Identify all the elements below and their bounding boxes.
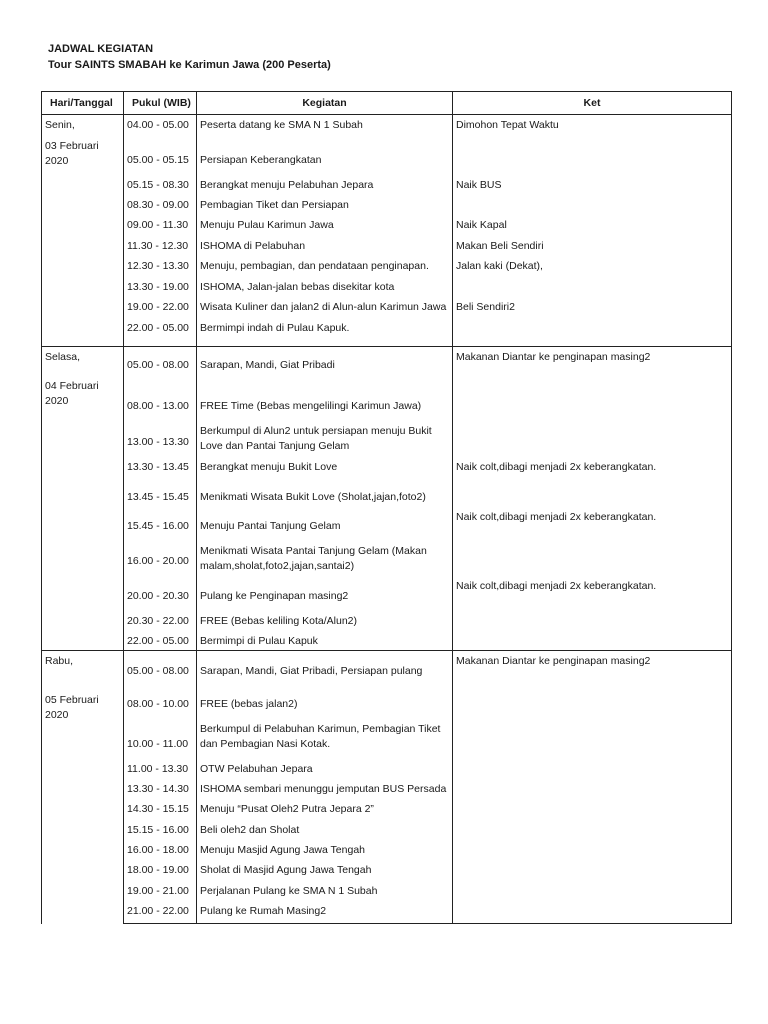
note-cell [453, 860, 732, 881]
table-row [42, 541, 732, 576]
note-cell [453, 820, 732, 840]
table-row [42, 820, 732, 840]
activity-cell: FREE Time (Bebas mengelilingi Karimun Jawa) [197, 380, 453, 421]
time-cell: 13.30 - 13.45 [124, 457, 197, 487]
day-name: Selasa, [45, 351, 81, 363]
activity-cell: Sholat di Masjid Agung Jawa Tengah [197, 860, 453, 881]
note-cell [453, 901, 732, 924]
table-row [42, 457, 732, 487]
note-cell [453, 487, 732, 507]
schedule-body [42, 115, 732, 924]
activity-cell: Perjalanan Pulang ke SMA N 1 Subah [197, 881, 453, 901]
activity-cell: FREE (Bebas keliling Kota/Alun2) [197, 611, 453, 631]
time-cell: 13.45 - 15.45 [124, 487, 197, 507]
note-cell: Makanan Diantar ke penginapan masing2 [453, 347, 732, 380]
note-cell [453, 686, 732, 719]
schedule-table [41, 91, 732, 924]
activity-cell: Berangkat menuju Bukit Love [197, 457, 453, 487]
time-cell: 16.00 - 20.00 [124, 541, 197, 576]
time-cell: 18.00 - 19.00 [124, 860, 197, 881]
time-cell: 22.00 - 05.00 [124, 318, 197, 347]
note-cell [453, 611, 732, 631]
time-cell: 05.00 - 05.15 [124, 135, 197, 175]
table-row [42, 611, 732, 631]
time-cell: 08.00 - 13.00 [124, 380, 197, 421]
table-row [42, 115, 732, 135]
activity-cell: ISHOMA di Pelabuhan [197, 236, 453, 256]
note-cell [453, 631, 732, 651]
time-cell: 13.00 - 13.30 [124, 421, 197, 457]
table-row [42, 318, 732, 347]
activity-cell: Menuju Pantai Tanjung Gelam [197, 507, 453, 541]
activity-cell: Persiapan Keberangkatan [197, 135, 453, 175]
header-day: Hari/Tanggal [42, 92, 124, 115]
table-row [42, 195, 732, 215]
activity-cell: Berkumpul di Pelabuhan Karimun, Pembagian Tiket dan Pembagian Nasi Kotak. [197, 719, 453, 759]
table-row [42, 297, 732, 318]
time-cell: 20.00 - 20.30 [124, 576, 197, 611]
time-cell: 20.30 - 22.00 [124, 611, 197, 631]
time-cell: 16.00 - 18.00 [124, 840, 197, 860]
note-cell: Naik Kapal [453, 215, 732, 236]
table-row [42, 175, 732, 195]
time-cell: 13.30 - 19.00 [124, 277, 197, 297]
day-date: 05 Februari 2020 [45, 694, 99, 721]
note-cell [453, 541, 732, 576]
time-cell: 05.00 - 08.00 [124, 651, 197, 686]
table-row [42, 860, 732, 881]
table-row [42, 779, 732, 799]
time-cell: 21.00 - 22.00 [124, 901, 197, 924]
note-cell [453, 318, 732, 347]
note-cell: Naik colt,dibagi menjadi 2x keberangkatan. [453, 576, 732, 611]
activity-cell: Berangkat menuju Pelabuhan Jepara [197, 175, 453, 195]
time-cell: 11.00 - 13.30 [124, 759, 197, 779]
note-cell [453, 799, 732, 820]
day-name: Senin, [45, 119, 75, 131]
activity-cell: Sarapan, Mandi, Giat Pribadi, Persiapan pulang [197, 651, 453, 686]
table-row [42, 719, 732, 759]
activity-cell: Beli oleh2 dan Sholat [197, 820, 453, 840]
time-cell: 15.45 - 16.00 [124, 507, 197, 541]
activity-cell: Menuju “Pusat Oleh2 Putra Jepara 2” [197, 799, 453, 820]
table-row [42, 686, 732, 719]
activity-cell: Peserta datang ke SMA N 1 Subah [197, 115, 453, 135]
time-cell: 12.30 - 13.30 [124, 256, 197, 277]
time-cell: 13.30 - 14.30 [124, 779, 197, 799]
day-name: Rabu, [45, 655, 74, 667]
day-date: 03 Februari 2020 [45, 140, 99, 167]
activity-cell: Menikmati Wisata Bukit Love (Sholat,jajan,foto2) [197, 487, 453, 507]
note-cell: Makan Beli Sendiri [453, 236, 732, 256]
time-cell: 08.00 - 10.00 [124, 686, 197, 719]
activity-cell: Menuju Pulau Karimun Jawa [197, 215, 453, 236]
note-cell [453, 421, 732, 457]
note-cell: Jalan kaki (Dekat), [453, 256, 732, 277]
time-cell: 09.00 - 11.30 [124, 215, 197, 236]
table-row [42, 347, 732, 380]
table-row [42, 215, 732, 236]
time-cell: 05.15 - 08.30 [124, 175, 197, 195]
document-subtitle: Tour SAINTS SMABAH ke Karimun Jawa (200 Peserta) [48, 59, 331, 71]
activity-cell: FREE (bebas jalan2) [197, 686, 453, 719]
table-row [42, 256, 732, 277]
table-row [42, 651, 732, 686]
activity-cell: Pulang ke Rumah Masing2 [197, 901, 453, 924]
note-cell [453, 277, 732, 297]
table-row [42, 759, 732, 779]
activity-cell: ISHOMA sembari menunggu jemputan BUS Persada [197, 779, 453, 799]
note-cell: Makanan Diantar ke penginapan masing2 [453, 651, 732, 686]
header-activity: Kegiatan [197, 92, 453, 115]
activity-cell: Bermimpi di Pulau Kapuk [197, 631, 453, 651]
note-cell [453, 759, 732, 779]
table-row [42, 631, 732, 651]
activity-cell: Bermimpi indah di Pulau Kapuk. [197, 318, 453, 347]
time-cell: 19.00 - 21.00 [124, 881, 197, 901]
table-row [42, 135, 732, 175]
day-cell [42, 115, 124, 347]
note-cell: Naik colt,dibagi menjadi 2x keberangkatan. [453, 457, 732, 487]
table-row [42, 840, 732, 860]
day-cell [42, 347, 124, 651]
table-row [42, 881, 732, 901]
document-title: JADWAL KEGIATAN [48, 43, 154, 55]
time-cell: 15.15 - 16.00 [124, 820, 197, 840]
note-cell [453, 135, 732, 175]
time-cell: 14.30 - 15.15 [124, 799, 197, 820]
activity-cell: OTW Pelabuhan Jepara [197, 759, 453, 779]
header-row [42, 92, 732, 115]
time-cell: 11.30 - 12.30 [124, 236, 197, 256]
table-row [42, 277, 732, 297]
header-note: Ket [453, 92, 732, 115]
note-cell: Dimohon Tepat Waktu [453, 115, 732, 135]
activity-cell: Wisata Kuliner dan jalan2 di Alun-alun Karimun Jawa [197, 297, 453, 318]
note-cell [453, 840, 732, 860]
activity-cell: Menuju Masjid Agung Jawa Tengah [197, 840, 453, 860]
header-time: Pukul (WIB) [124, 92, 197, 115]
activity-cell: ISHOMA, Jalan-jalan bebas disekitar kota [197, 277, 453, 297]
table-row [42, 901, 732, 924]
note-cell [453, 195, 732, 215]
time-cell: 05.00 - 08.00 [124, 347, 197, 380]
note-cell: Beli Sendiri2 [453, 297, 732, 318]
activity-cell: Berkumpul di Alun2 untuk persiapan menuju Bukit Love dan Pantai Tanjung Gelam [197, 421, 453, 457]
day-cell [42, 651, 124, 924]
table-row [42, 487, 732, 507]
note-cell: Naik colt,dibagi menjadi 2x keberangkatan. [453, 507, 732, 541]
time-cell: 10.00 - 11.00 [124, 719, 197, 759]
note-cell [453, 779, 732, 799]
activity-cell: Menuju, pembagian, dan pendataan penginapan. [197, 256, 453, 277]
time-cell: 19.00 - 22.00 [124, 297, 197, 318]
day-date: 04 Februari 2020 [45, 380, 99, 407]
table-row [42, 380, 732, 421]
note-cell [453, 380, 732, 421]
activity-cell: Pembagian Tiket dan Persiapan [197, 195, 453, 215]
time-cell: 04.00 - 05.00 [124, 115, 197, 135]
note-cell [453, 881, 732, 901]
table-row [42, 799, 732, 820]
table-row [42, 236, 732, 256]
time-cell: 22.00 - 05.00 [124, 631, 197, 651]
note-cell: Naik BUS [453, 175, 732, 195]
table-row [42, 421, 732, 457]
note-cell [453, 719, 732, 759]
activity-cell: Menikmati Wisata Pantai Tanjung Gelam (Makan malam,sholat,foto2,jajan,santai2) [197, 541, 453, 576]
table-row [42, 576, 732, 611]
table-row [42, 507, 732, 541]
activity-cell: Pulang ke Penginapan masing2 [197, 576, 453, 611]
activity-cell: Sarapan, Mandi, Giat Pribadi [197, 347, 453, 380]
time-cell: 08.30 - 09.00 [124, 195, 197, 215]
